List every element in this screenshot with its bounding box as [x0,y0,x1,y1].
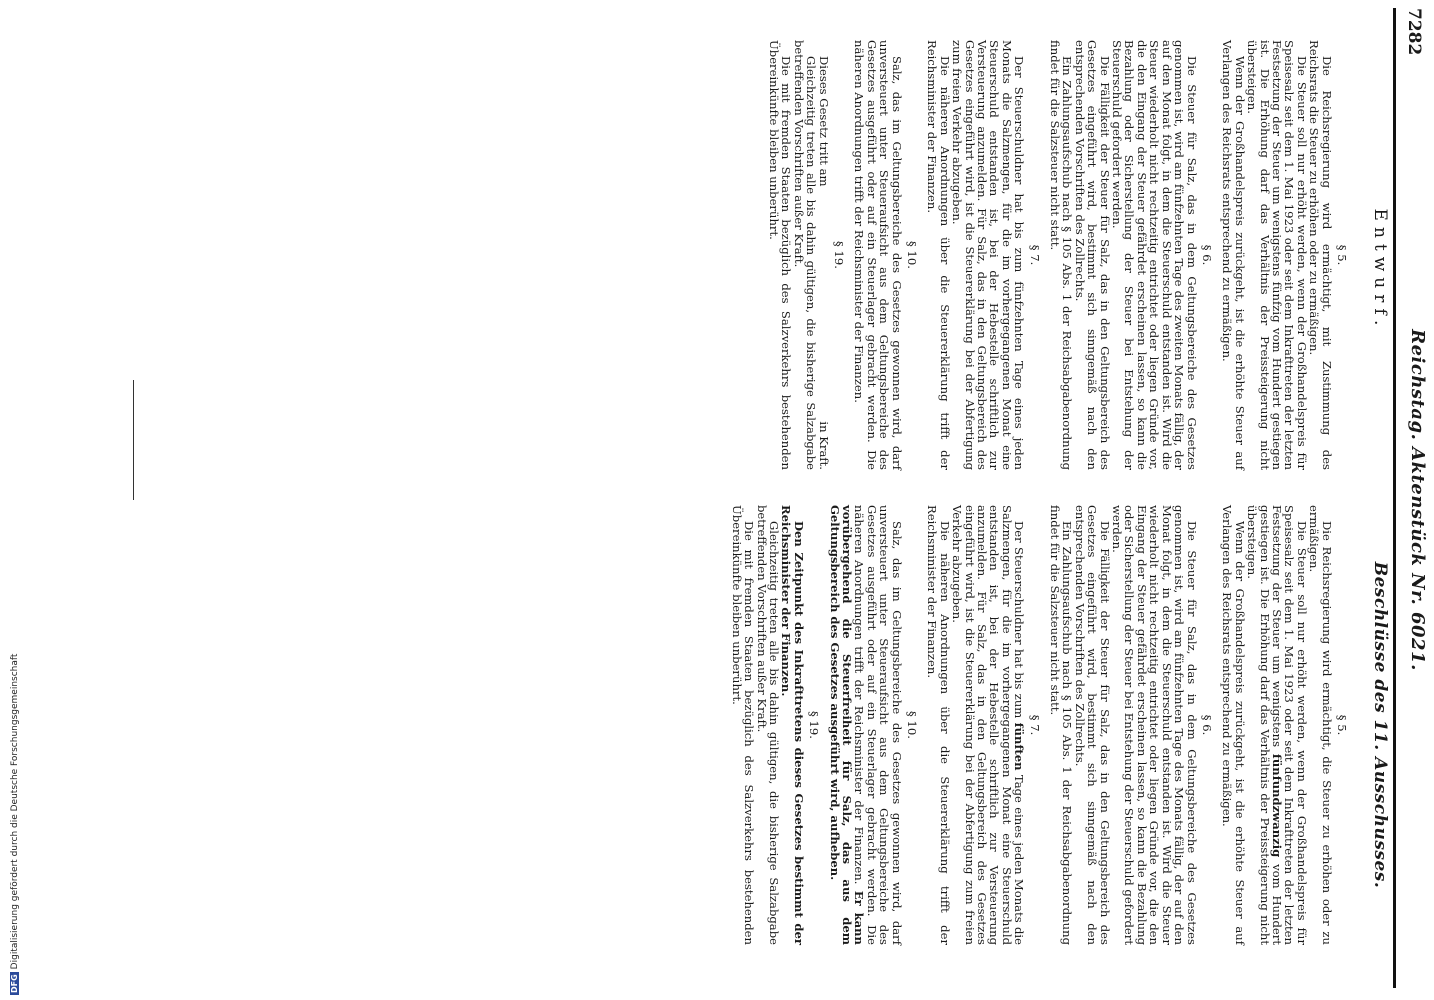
text-run: Salz, das im Geltungsbereiche des Gesetzes gewonnen wird, darf unversteuert unter Steueraufsicht aus dem Geltungsbereiche des Gesetzes ausgeführt oder auf ein Steuerlager gebracht werden. Die näheren Anordnungen trifft der Reichsminister der Finanzen. [852,505,904,945]
section-19-paragraph: Gleichzeitig treten alle bis dahin gültigen, die bisherige Salzabgabe betreffenden Vorschriften außer Kraft. [754,505,781,945]
section-10-title: § 10. [905,711,919,739]
section-7-title: § 7. [1027,244,1042,266]
page-number: 7282 [1404,8,1424,56]
section-6-paragraph: Die Fälligkeit der Steuer für Salz, das in den Geltungsbereich des Gesetzes eingeführt wird, bestimmt sich sinngemäß nach den entsprechenden Vorschriften des Zollrechts. [1072,505,1112,945]
section-5-title: § 5. [1335,714,1349,736]
section-6-title: § 6. [1199,714,1214,736]
digitization-footer [2,654,21,995]
section-19-paragraph: Gleichzeitig treten alle bis dahin gültigen, die bisherige Salzabgabe betreffenden Vorschriften außer Kraft. [791,40,819,470]
section-19-amended-paragraph: Den Zeitpunkt des Inkrafttretens dieses Gesetzes bestimmt der Reichsminister der Finanzen. [779,505,806,945]
section-6-paragraph: Ein Zahlungsaufschub nach § 105 Abs. 1 der Reichsabgabenordnung findet für die Salzsteuer nicht statt. [1048,505,1075,945]
bottom-separator-rule [133,380,134,500]
header-rule [1393,8,1396,988]
text-run: vom Hundert gestiegen ist. Die Erhöhung darf das Verhältnis der Preissteigerung nicht übersteigen. [1245,505,1284,945]
text-run: Die Steuer soll nur erhöht werden, wenn der Großhandelspreis für Speisesalz seit dem 1. Mai 1923 oder seit dem Inkrafttreten der letzten Festsetzung der Steuer um wenigstens [1269,505,1309,945]
committee-column [730,505,1356,945]
section-19-paragraph: Die mit fremden Staaten bezüglich des Salzverkehrs bestehenden Übereinkünfte bleiben unberührt. [766,40,794,470]
section-7-paragraph: Die näheren Anordnungen über die Steuererklärung trifft der Reichsminister der Finanzen. [925,40,952,470]
section-5-title: § 5. [1335,244,1349,266]
section-19-title: § 19. [831,241,846,269]
amended-text: fünfundzwanzig [1269,753,1284,858]
text-run: Tage eines jeden Monats die Salzmengen, für die im vorhergegangenen Monat eine Steuerschuld entstanden ist, bei der Hebestelle schriftlich zur Versteuerung anzumelden. Für Salz, das in den Geltungsbereich des Gesetzes eingeführt wird, ist die Steuererklärung bei der Abfertigung zum freien Verkehr abzugeben. [950,505,1027,945]
section-5-paragraph: Die Reichsregierung wird ermächtigt, die Steuer zu erhöhen oder zu ermäßigen. [1307,505,1334,945]
section-19-paragraph: Die mit fremden Staaten bezüglich des Salzverkehrs bestehenden Übereinkünfte bleiben unberührt. [729,505,757,945]
section-5-paragraph: Wenn der Großhandelspreis zurückgeht, ist die erhöhte Steuer auf Verlangen des Reichsrats entsprechend zu ermäßigen. [1220,40,1247,470]
effective-date-text: Dieses Gesetz tritt am [816,56,831,187]
section-7-title: § 7. [1027,714,1042,736]
section-6-paragraph: Ein Zahlungsaufschub nach § 105 Abs. 1 der Reichsabgabenordnung findet für die Salzsteuer nicht statt. [1048,40,1075,470]
section-5-paragraph: Die Reichsregierung wird ermächtigt, mit Zustimmung des Reichsrats die Steuer zu erhöhen oder zu ermäßigen. [1307,40,1334,470]
section-10-paragraph: Salz, das im Geltungsbereiche des Gesetzes gewonnen wird, darf unversteuert unter Steueraufsicht aus dem Geltungsbereiche des Gesetzes ausgeführt oder auf ein Steuerlager gebracht werden. Die näheren Anordnungen trifft der Reichsminister der Finanzen. [852,40,904,470]
running-head: Reichstag. Aktenstück Nr. 6021. [1407,329,1428,671]
amended-text: fünften [1012,722,1027,771]
right-column-heading: Beschlüsse des 11. Ausschusses. [1370,561,1390,889]
footer-credit: Digitalisierung gefördert durch die Deutsche Forschungsgemeinschaft [10,653,20,970]
section-6-title: § 6. [1199,244,1214,266]
section-19-title: § 19. [807,711,822,739]
section-7-paragraph [951,505,1025,945]
dfg-logo: DFG [10,974,19,993]
amended-text: Er kann vorübergehend die Steuerfreiheit für Salz, das aus dem Geltungsbereich des Gesetzes ausgeführt wird, aufheben. [827,505,867,945]
draft-column [768,40,1356,470]
section-19-effective-line [817,40,829,470]
text-run: Der Steuerschuldner hat bis zum [1012,521,1027,723]
effective-date-suffix: in Kraft. [816,421,831,470]
section-5-paragraph [1246,505,1308,945]
section-6-paragraph: Die Fälligkeit der Steuer für Salz, das in den Geltungsbereich des Gesetzes eingeführt wird, bestimmt sich sinngemäß nach den entsprechenden Vorschriften des Zollrechts. [1072,40,1112,470]
section-10-title: § 10. [905,241,919,269]
section-5-paragraph: Die Steuer soll nur erhöht werden, wenn der Großhandelspreis für Speisesalz seit dem 1. Mai 1923 oder seit dem Inkrafttreten der letzten Festsetzung der Steuer um wenigstens fünfzig vom Hundert gestiegen ist. Die Erhöhung darf das Verhältnis der Preissteigerung nicht übersteigen. [1245,40,1309,470]
section-7-paragraph: Der Steuerschuldner hat bis zum fünfzehnten Tage eines jeden Monats die Salzmengen, für die im vorhergegangenen Monat eine Steuerschuld entstanden ist, bei der Hebestelle schriftlich zur Versteuerung anzumelden. Für Salz, das in den Geltungsbereich des Gesetzes eingeführt wird, ist die Steuererklärung bei der Abfertigung zum freien Verkehr abzugeben. [950,40,1027,470]
left-column-heading: Entwurf. [1370,208,1390,332]
section-5-paragraph: Wenn der Großhandelspreis zurückgeht, ist die erhöhte Steuer auf Verlangen des Reichsrats entsprechend zu ermäßigen. [1220,505,1247,945]
section-7-paragraph: Die näheren Anordnungen über die Steuererklärung trifft der Reichsminister der Finanzen. [925,505,952,945]
section-10-paragraph [828,505,902,945]
section-6-paragraph: Die Steuer für Salz, das in dem Geltungsbereiche des Gesetzes genommen ist, wird am fünfzehnten Tage des Monats fällig, der auf den Monat folgt, in dem die Steuerschuld entstanden ist. Wird die Steuer wiederholt nicht rechtzeitig entrichtet oder liegen Gründe vor, die den Eingang der Steuer gefährdet erscheinen lassen, so kann die Bezahlung oder Sicherstellung der Steuer bei Entstehung der Steuerschuld gefordert werden. [1110,505,1199,945]
section-6-paragraph: Die Steuer für Salz, das in dem Geltungsbereiche des Gesetzes genommen ist, wird am fünfzehnten Tage des zweiten Monats fällig, der auf den Monat folgt, in dem die Steuerschuld entstanden ist. Wird die Steuer wiederholt nicht rechtzeitig entrichtet oder liegen Gründe vor, die den Eingang der Steuer gefährdet erscheinen lassen, so kann die Bezahlung oder Sicherstellung der Steuer bei Entstehung der Steuerschuld gefordert werden. [1110,40,1199,470]
